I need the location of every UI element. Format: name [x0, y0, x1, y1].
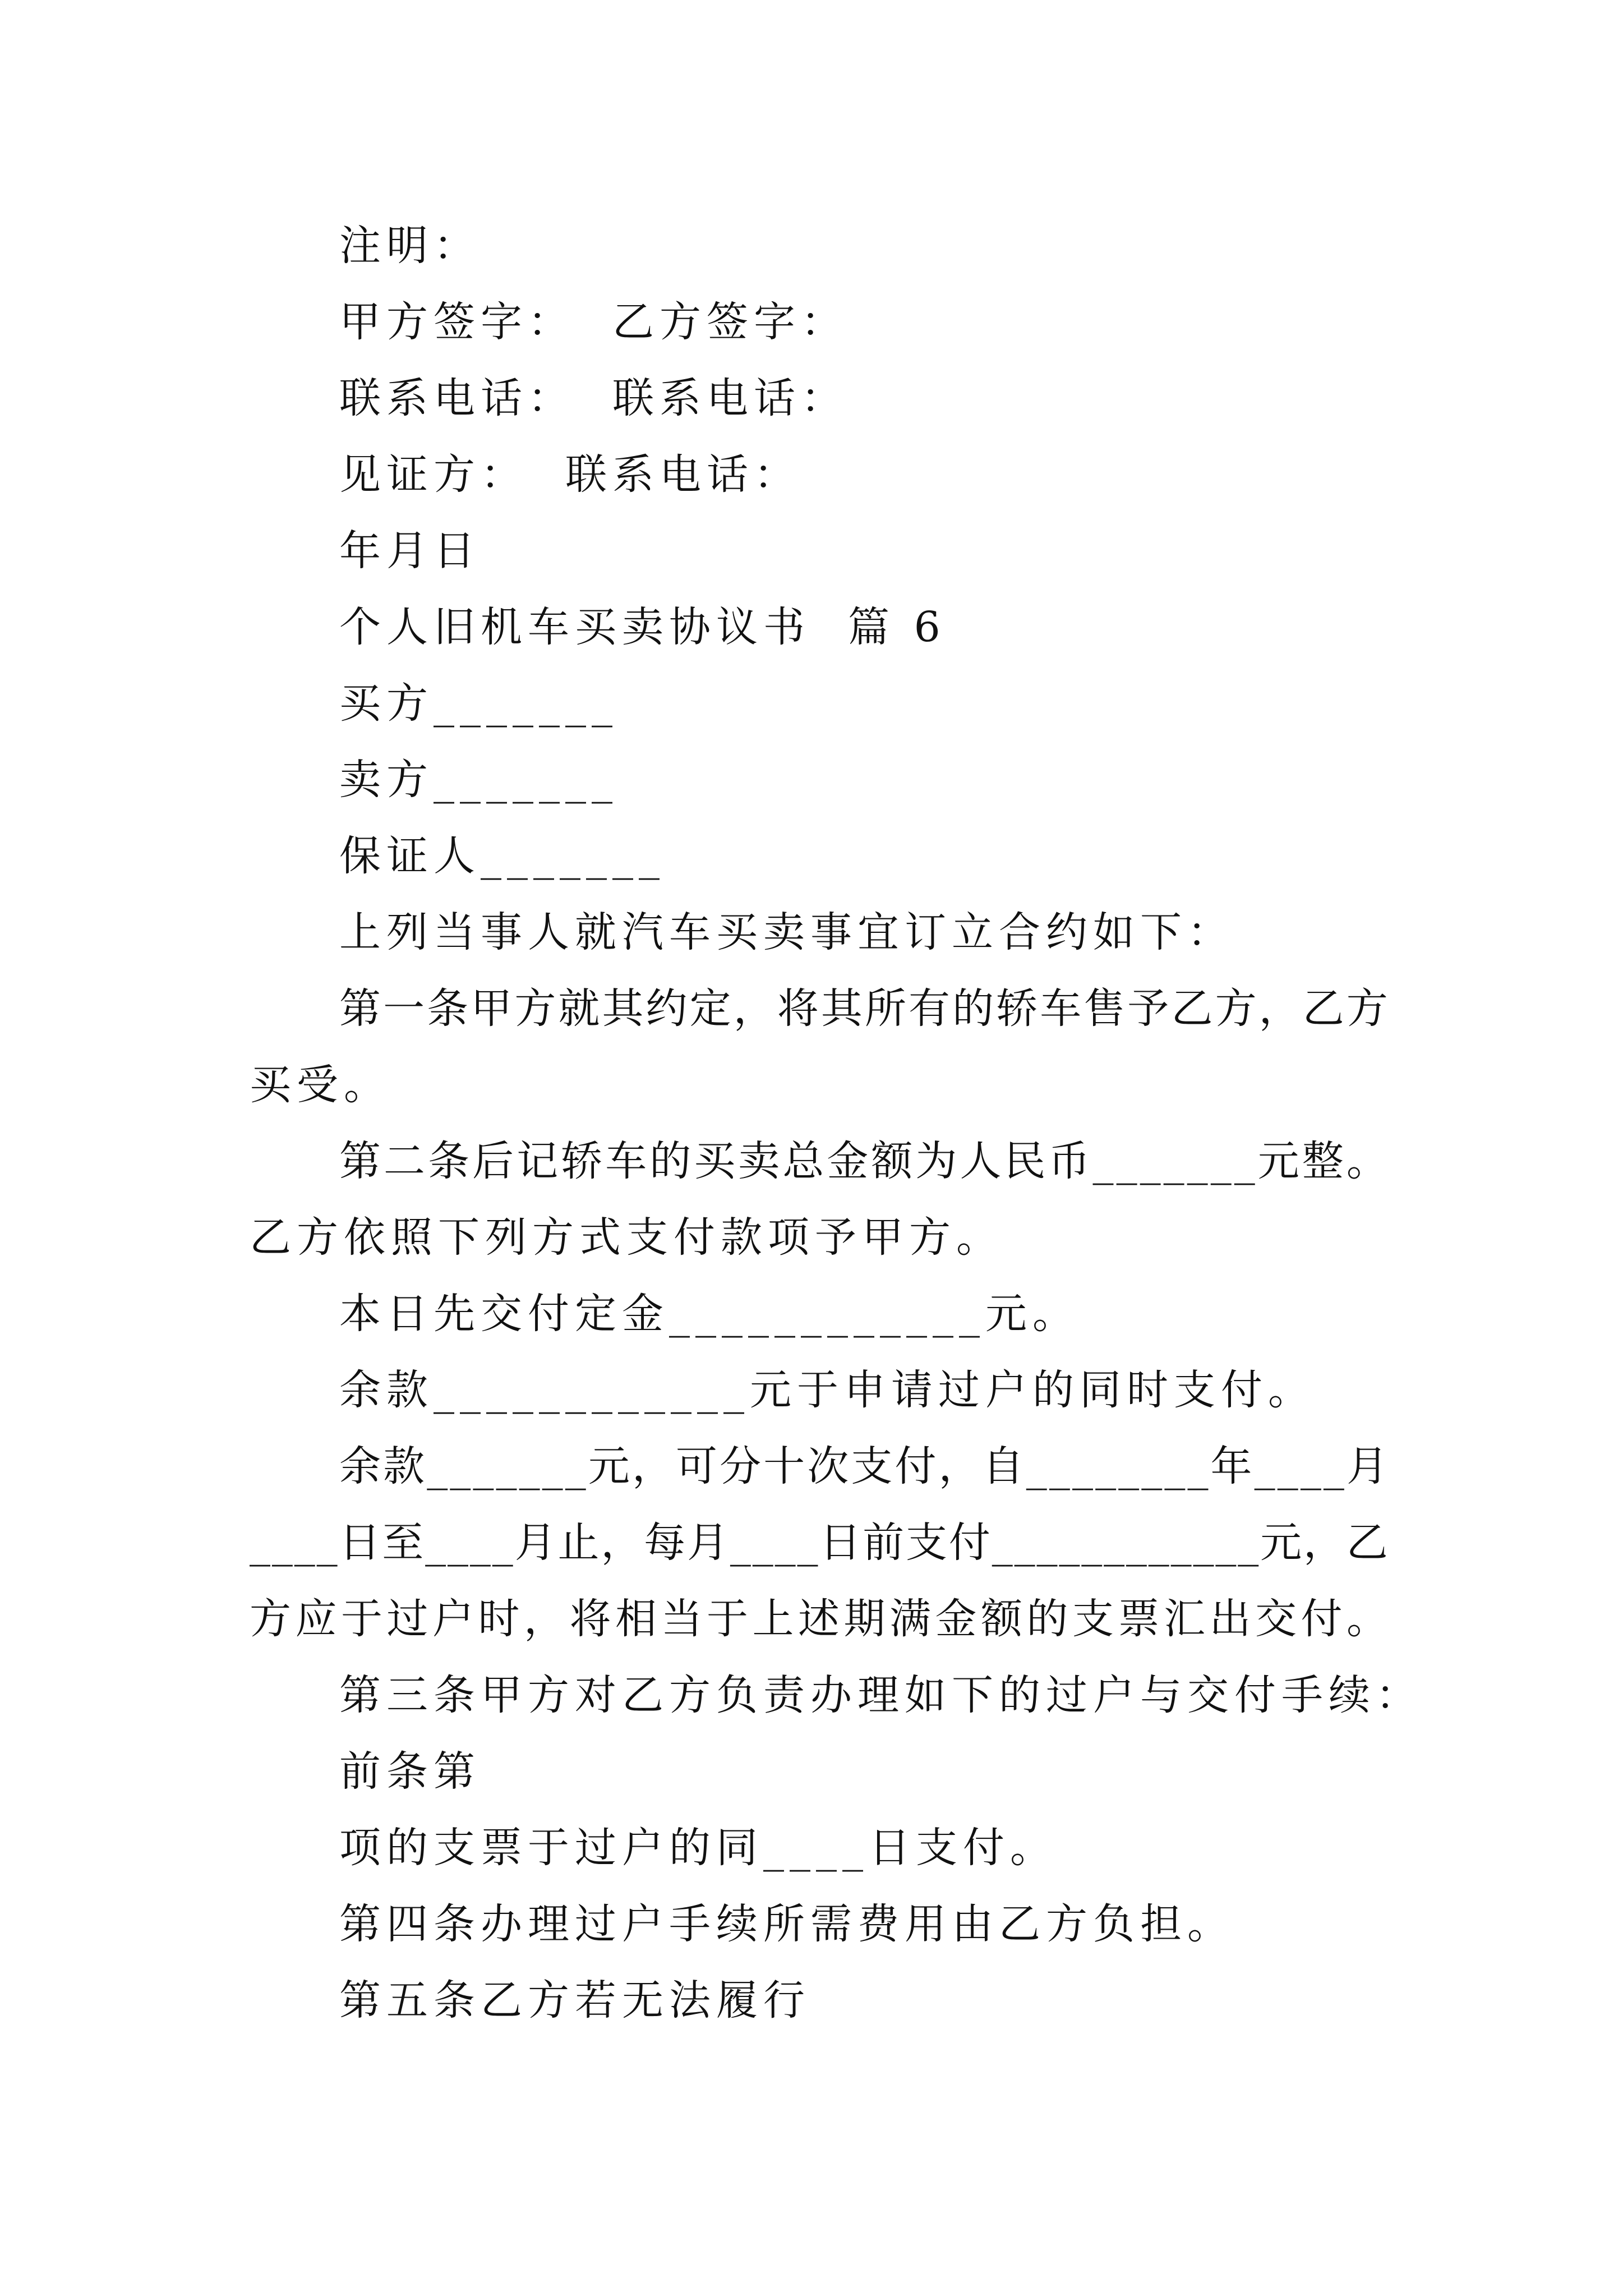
- text-char: 次: [807, 1442, 849, 1490]
- text-char: _: [427, 1442, 448, 1490]
- text-char: _: [565, 1442, 586, 1490]
- text-char: _: [1141, 1442, 1163, 1490]
- text-char: _: [1092, 1137, 1114, 1185]
- text-char: 其: [602, 984, 644, 1033]
- text-char: _: [1164, 1442, 1186, 1490]
- text-char: 时: [478, 1595, 520, 1643]
- text-char: 于: [341, 1595, 382, 1643]
- text-char: _: [271, 1519, 293, 1567]
- text-char: 币: [1048, 1137, 1090, 1185]
- text-char: 当: [661, 1595, 703, 1643]
- text-char: 满: [889, 1595, 931, 1643]
- article-1-line-1: [250, 970, 1388, 1047]
- text-char: 所: [864, 984, 906, 1033]
- text-char: ，: [938, 1442, 980, 1490]
- text-char: 额: [871, 1137, 913, 1185]
- text-char: 就: [558, 984, 600, 1033]
- article-2-line-2: 乙方依照下列方式支付款项予甲方。: [250, 1213, 1003, 1262]
- text-char: _: [774, 1519, 796, 1567]
- text-char: 户: [432, 1595, 474, 1643]
- text-char: 买: [694, 1137, 736, 1185]
- text-char: 。: [1347, 1595, 1388, 1643]
- text-char: 付: [895, 1442, 937, 1490]
- text-char: 第: [339, 984, 381, 1033]
- justified-text: [339, 970, 1388, 1047]
- text-char: 述: [798, 1595, 840, 1643]
- justified-text: [250, 1504, 1388, 1581]
- text-char: 后: [472, 1137, 514, 1185]
- text-char: 整: [1302, 1137, 1344, 1185]
- text-char: 付: [948, 1519, 990, 1567]
- article-3-item-line-1: 前条第: [339, 1747, 481, 1796]
- article-2-line-1: [250, 1123, 1388, 1199]
- text-char: 卖: [738, 1137, 780, 1185]
- text-char: _: [1140, 1137, 1161, 1185]
- text-char: 出: [1209, 1595, 1251, 1643]
- text-char: 车: [1040, 984, 1082, 1033]
- text-char: 。: [1346, 1137, 1388, 1185]
- text-char: 乙: [1171, 984, 1213, 1033]
- justified-text: [250, 1581, 1388, 1657]
- article-3-item-line-2: 项的支票于过户的同____日支付。: [339, 1824, 1057, 1872]
- text-char: 车: [605, 1137, 647, 1185]
- balance-line-1: 余款____________元于申请过户的同时支付。: [339, 1366, 1315, 1414]
- witness-line: 见证方： 联系电话：: [339, 450, 801, 499]
- text-char: _: [1170, 1519, 1192, 1567]
- text-char: ，: [1258, 984, 1301, 1033]
- text-char: 过: [386, 1595, 428, 1643]
- text-char: 售: [1083, 984, 1126, 1033]
- text-char: 条: [427, 984, 469, 1033]
- signature-line: 甲方签字： 乙方签字：: [339, 298, 849, 346]
- text-char: 余: [339, 1442, 381, 1490]
- installment-line-1: [250, 1428, 1388, 1504]
- text-char: _: [469, 1519, 491, 1567]
- text-char: _: [316, 1519, 338, 1567]
- text-char: 记: [517, 1137, 559, 1185]
- text-char: _: [1187, 1442, 1209, 1490]
- text-char: 前: [863, 1519, 905, 1567]
- text-char: _: [1187, 1137, 1208, 1185]
- text-char: 约: [645, 984, 688, 1033]
- text-char: _: [1210, 1137, 1232, 1185]
- text-char: _: [1323, 1442, 1344, 1490]
- text-char: 应: [295, 1595, 337, 1643]
- text-char: 乙: [1302, 984, 1344, 1033]
- text-char: 将: [777, 984, 819, 1033]
- text-char: ，: [601, 1519, 643, 1567]
- section-title: 个人旧机车买卖协议书 篇 6: [339, 603, 946, 651]
- text-char: 的: [952, 984, 994, 1033]
- text-char: 日: [819, 1519, 861, 1567]
- text-char: 付: [1301, 1595, 1343, 1643]
- text-char: 一: [383, 984, 425, 1033]
- text-char: _: [797, 1519, 818, 1567]
- text-char: _: [1014, 1519, 1035, 1567]
- text-char: _: [1118, 1442, 1140, 1490]
- text-char: _: [496, 1442, 517, 1490]
- text-char: _: [1163, 1137, 1184, 1185]
- text-char: 方: [1346, 984, 1388, 1033]
- text-char: _: [992, 1519, 1013, 1567]
- text-char: _: [730, 1519, 751, 1567]
- justified-text: [339, 1123, 1388, 1199]
- guarantor-line: 保证人_______: [339, 832, 665, 880]
- text-char: 款: [383, 1442, 425, 1490]
- installment-line-3: [250, 1581, 1388, 1657]
- text-char: _: [1104, 1519, 1125, 1567]
- text-char: _: [1148, 1519, 1169, 1567]
- text-char: _: [1095, 1442, 1117, 1490]
- text-char: 乙: [1346, 1519, 1388, 1567]
- text-char: 元: [1260, 1519, 1302, 1567]
- agreement-text: [250, 208, 1423, 2039]
- text-char: 相: [615, 1595, 657, 1643]
- text-char: _: [1072, 1442, 1093, 1490]
- text-char: 民: [1004, 1137, 1046, 1185]
- text-char: 支: [851, 1442, 893, 1490]
- text-char: 方: [1215, 984, 1257, 1033]
- text-char: _: [1277, 1442, 1298, 1490]
- note-line: 注明：: [339, 222, 481, 270]
- text-char: 金: [935, 1595, 977, 1643]
- text-char: _: [1026, 1442, 1047, 1490]
- text-char: ，: [733, 984, 775, 1033]
- text-char: _: [1193, 1519, 1214, 1567]
- text-char: 定: [689, 984, 731, 1033]
- text-char: 予: [1127, 984, 1169, 1033]
- text-char: 交: [1255, 1595, 1297, 1643]
- text-char: 金: [827, 1137, 869, 1185]
- text-char: _: [425, 1519, 446, 1567]
- text-char: 二: [384, 1137, 426, 1185]
- article-3-line: 第三条甲方对乙方负责办理如下的过户与交付手续：: [339, 1671, 1423, 1719]
- text-char: _: [294, 1519, 315, 1567]
- text-char: 每: [644, 1519, 686, 1567]
- text-char: 汇: [1164, 1595, 1205, 1643]
- text-char: 止: [557, 1519, 600, 1567]
- text-char: _: [492, 1519, 513, 1567]
- text-char: 十: [763, 1442, 805, 1490]
- text-char: 日: [339, 1519, 381, 1567]
- text-char: 上: [752, 1595, 794, 1643]
- text-char: 甲: [471, 984, 513, 1033]
- text-char: _: [1036, 1519, 1058, 1567]
- text-char: ，: [1303, 1519, 1345, 1567]
- text-char: _: [1059, 1519, 1080, 1567]
- installment-line-2: [250, 1504, 1388, 1581]
- text-char: 其: [820, 984, 863, 1033]
- text-char: _: [1049, 1442, 1070, 1490]
- date-line: 年月日: [339, 527, 481, 575]
- text-char: ，: [631, 1442, 674, 1490]
- text-char: _: [1126, 1519, 1147, 1567]
- text-char: 支: [906, 1519, 948, 1567]
- article-4-line: 第四条办理过户手续所需费用由乙方负担。: [339, 1900, 1234, 1948]
- text-char: 方: [250, 1595, 291, 1643]
- preamble-line: 上列当事人就汽车买卖事宜订立合约如下：: [339, 908, 1234, 956]
- text-char: 第: [339, 1137, 381, 1185]
- text-char: 将: [569, 1595, 611, 1643]
- text-char: 月: [687, 1519, 729, 1567]
- text-char: 分: [720, 1442, 762, 1490]
- text-char: _: [1234, 1137, 1255, 1185]
- text-char: 月: [514, 1519, 556, 1567]
- buyer-line: 买方_______: [339, 679, 618, 728]
- seller-line: 卖方_______: [339, 756, 618, 804]
- text-char: 人: [960, 1137, 1002, 1185]
- text-char: _: [519, 1442, 540, 1490]
- text-char: 自: [982, 1442, 1024, 1490]
- text-char: _: [250, 1519, 270, 1567]
- text-char: 于: [707, 1595, 748, 1643]
- text-char: 的: [649, 1137, 691, 1185]
- text-char: 月: [1347, 1442, 1388, 1490]
- article-1-line-2: 买受。: [250, 1061, 391, 1109]
- text-char: 条: [428, 1137, 470, 1185]
- text-char: _: [1300, 1442, 1321, 1490]
- text-char: 方: [514, 984, 556, 1033]
- text-char: 元: [588, 1442, 630, 1490]
- phone-line: 联系电话： 联系电话：: [339, 374, 849, 422]
- text-char: 票: [1118, 1595, 1160, 1643]
- text-char: 轿: [561, 1137, 603, 1185]
- text-char: 期: [843, 1595, 886, 1643]
- text-char: _: [1254, 1442, 1275, 1490]
- text-char: _: [450, 1442, 471, 1490]
- text-char: 总: [782, 1137, 824, 1185]
- text-char: _: [1116, 1137, 1137, 1185]
- text-char: _: [752, 1519, 773, 1567]
- text-char: ，: [524, 1595, 565, 1643]
- deposit-line: 本日先交付定金____________元。: [339, 1290, 1080, 1338]
- text-char: 为: [915, 1137, 957, 1185]
- text-char: _: [448, 1519, 469, 1567]
- text-char: 有: [909, 984, 951, 1033]
- article-5-line: 第五条乙方若无法履行: [339, 1976, 810, 2024]
- text-char: 可: [676, 1442, 718, 1490]
- text-char: 元: [1257, 1137, 1299, 1185]
- text-char: 年: [1210, 1442, 1252, 1490]
- text-char: _: [1215, 1519, 1237, 1567]
- text-char: 支: [1072, 1595, 1114, 1643]
- text-char: 轿: [996, 984, 1038, 1033]
- text-char: 的: [1026, 1595, 1068, 1643]
- text-char: 额: [981, 1595, 1022, 1643]
- text-char: _: [1238, 1519, 1259, 1567]
- justified-text: [339, 1428, 1388, 1504]
- text-char: 至: [382, 1519, 424, 1567]
- text-char: _: [473, 1442, 494, 1490]
- text-char: _: [542, 1442, 563, 1490]
- text-char: _: [1081, 1519, 1103, 1567]
